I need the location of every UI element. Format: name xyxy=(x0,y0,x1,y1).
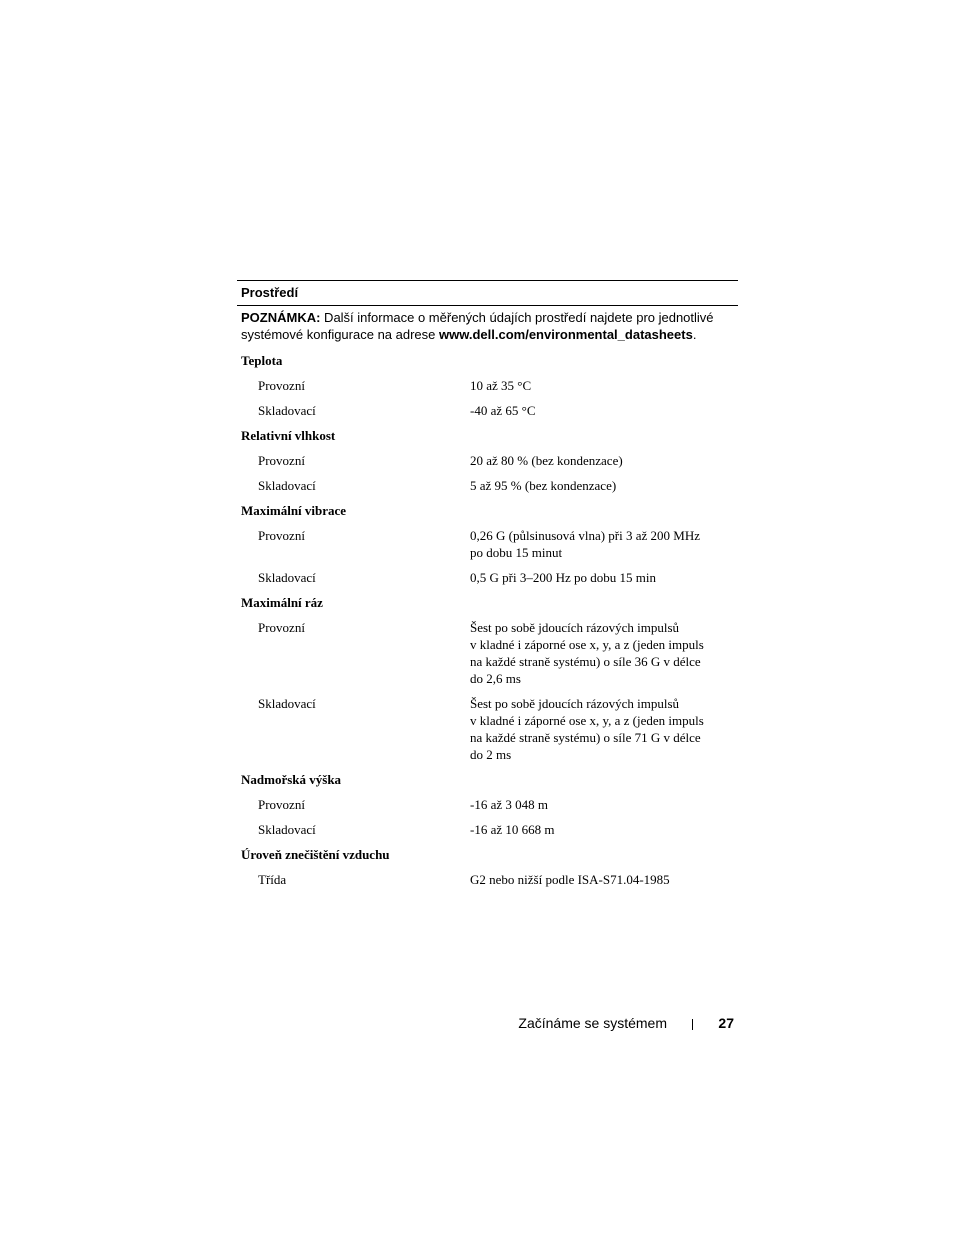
row-value xyxy=(470,569,720,586)
row-value xyxy=(470,821,720,838)
row-value xyxy=(470,695,720,763)
table-row xyxy=(237,377,738,394)
row-value-line: 5 až 95 % (bez kondenzace) xyxy=(470,478,617,493)
table-row xyxy=(237,402,738,419)
table-row xyxy=(237,796,738,813)
row-value xyxy=(470,452,720,469)
note-text: Další informace o měřených údajích prostředí najdete pro jednotlivé systémové konfigurace na adrese xyxy=(241,310,714,342)
row-value-line: Šest po sobě jdoucích rázových impulsů xyxy=(470,696,680,711)
section-heading: Maximální vibrace xyxy=(241,503,347,518)
table-row xyxy=(237,821,738,838)
table-row xyxy=(237,569,738,586)
row-value-line: v kladné i záporné ose x, y, a z (jeden impuls xyxy=(470,713,704,728)
row-value-line: 20 až 80 % (bez kondenzace) xyxy=(470,453,623,468)
row-label: Provozní xyxy=(258,620,305,635)
row-value-line: -16 až 10 668 m xyxy=(470,822,555,837)
row-label: Skladovací xyxy=(258,570,316,585)
row-value xyxy=(470,796,720,813)
row-value-line: v kladné i záporné ose x, y, a z (jeden impuls xyxy=(470,637,704,652)
row-label: Skladovací xyxy=(258,478,316,493)
sections xyxy=(237,352,738,888)
page-number: 27 xyxy=(718,1015,734,1031)
section-heading: Maximální ráz xyxy=(241,595,323,610)
row-label: Skladovací xyxy=(258,403,316,418)
row-value-line: Šest po sobě jdoucích rázových impulsů xyxy=(470,620,680,635)
row-label: Provozní xyxy=(258,797,305,812)
note-link[interactable]: www.dell.com/environmental_datasheets xyxy=(439,327,693,342)
row-value-line: po dobu 15 minut xyxy=(470,545,563,560)
row-value-line: 10 až 35 °C xyxy=(470,378,532,393)
row-value xyxy=(470,619,720,687)
row-label: Skladovací xyxy=(258,696,316,711)
table-title: Prostředí xyxy=(241,285,299,300)
row-value xyxy=(470,402,720,419)
row-value-line: G2 nebo nižší podle ISA-S71.04-1985 xyxy=(470,872,670,887)
row-value-line: na každé straně systému) o síle 71 G v délce xyxy=(470,730,701,745)
row-value-line: -16 až 3 048 m xyxy=(470,797,548,812)
row-value xyxy=(470,871,720,888)
note xyxy=(237,306,738,343)
row-value xyxy=(470,477,720,494)
section-heading: Relativní vlhkost xyxy=(241,428,336,443)
row-value-line: do 2,6 ms xyxy=(470,671,521,686)
table-row xyxy=(237,619,738,687)
note-label: POZNÁMKA: xyxy=(241,310,321,325)
row-label: Třída xyxy=(258,872,287,887)
row-label: Provozní xyxy=(258,378,305,393)
table-row xyxy=(237,527,738,561)
row-value xyxy=(470,377,720,394)
row-label: Provozní xyxy=(258,528,305,543)
environment-table xyxy=(237,280,738,896)
row-label: Provozní xyxy=(258,453,305,468)
table-row xyxy=(237,871,738,888)
footer-separator xyxy=(692,1019,693,1030)
row-value xyxy=(470,527,720,561)
row-label: Skladovací xyxy=(258,822,316,837)
section-heading: Úroveň znečištění vzduchu xyxy=(241,847,390,862)
chapter-title: Začínáme se systémem xyxy=(518,1015,667,1031)
row-value-line: 0,26 G (půlsinusová vlna) při 3 až 200 MHz xyxy=(470,528,700,543)
row-value-line: -40 až 65 °C xyxy=(470,403,536,418)
note-end: . xyxy=(692,327,697,342)
section-heading: Nadmořská výška xyxy=(241,772,342,787)
table-row xyxy=(237,452,738,469)
row-value-line: 0,5 G při 3–200 Hz po dobu 15 min xyxy=(470,570,656,585)
table-row xyxy=(237,695,738,763)
section-heading: Teplota xyxy=(241,353,283,368)
row-value-line: na každé straně systému) o síle 36 G v délce xyxy=(470,654,701,669)
row-value-line: do 2 ms xyxy=(470,747,512,762)
table-row xyxy=(237,477,738,494)
